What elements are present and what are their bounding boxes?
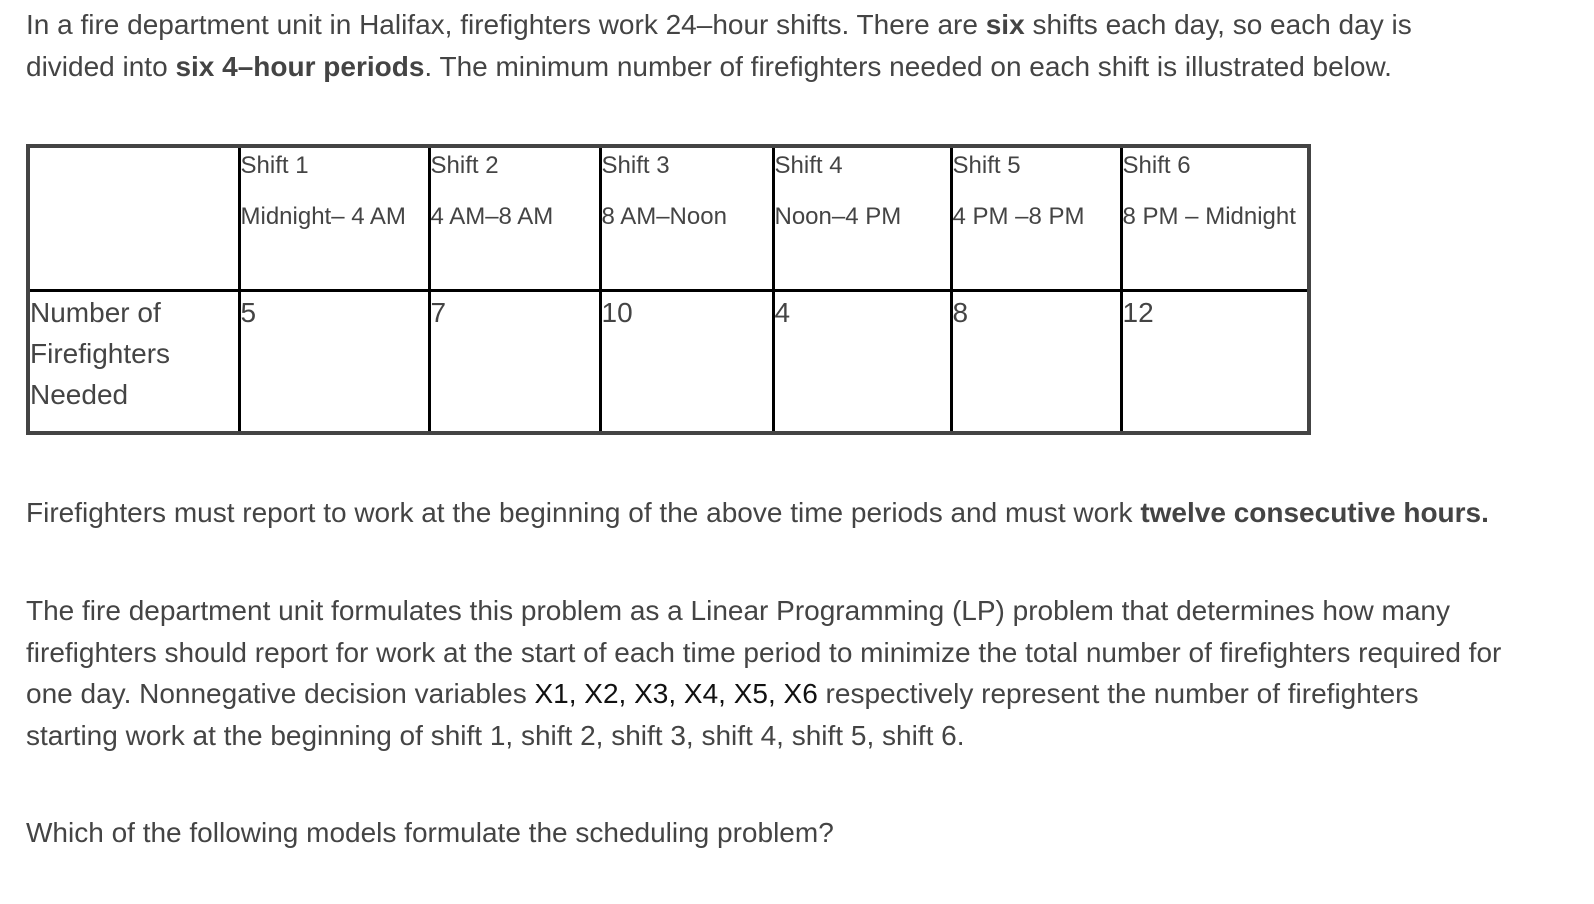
- shift-name: Shift 3: [601, 152, 670, 179]
- firefighters-needed-cell: 4: [773, 290, 951, 431]
- intro-bold-six: six: [985, 9, 1025, 40]
- shift-table: [30, 148, 1307, 431]
- shift-header-cell: [239, 148, 429, 290]
- intro-text-3: . The minimum number of firefighters needed on each shift is illustrated below.: [424, 50, 1392, 82]
- decision-variables: X1, X2, X3, X4, X5, X6: [534, 678, 818, 709]
- formulation-text-2: respectively represent the number of firefighters starting work at the beginning of shift 1, shift 2, shift 3, shift 4, shift 5, shift 6.: [26, 678, 1419, 751]
- shift-time: Midnight– 4 AM: [240, 203, 406, 230]
- shift-time: 4 AM–8 AM: [430, 203, 554, 230]
- shift-time: 8 AM–Noon: [601, 203, 727, 230]
- row-label-firefighters-needed: Number of Firefighters Needed: [30, 290, 239, 431]
- shift-time: Noon–4 PM: [774, 203, 902, 230]
- formulation-text-1: The fire department unit formulates this problem as a Linear Programming (LP) problem that determines how many firefighters should report for work at the start of each time period to minimize the total number of firefighters required for one day. Nonnegative decision variables: [26, 595, 1502, 709]
- intro-paragraph: [26, 4, 1506, 87]
- question-text: Which of the following models formulate the scheduling problem?: [26, 817, 834, 848]
- report-paragraph: [26, 492, 1506, 534]
- shift-header-cell: [1121, 148, 1307, 290]
- intro-text-2: shifts each day, so each day is divided into: [26, 9, 1412, 82]
- firefighters-needed-cell: 8: [951, 290, 1121, 431]
- intro-text-1: In a fire department unit in Halifax, firefighters work 24–hour shifts. There are: [26, 9, 986, 40]
- shift-name: Shift 4: [774, 152, 843, 179]
- report-bold-twelve-hours: twelve consecutive hours.: [1140, 497, 1489, 528]
- shift-header-cell: [951, 148, 1121, 290]
- report-text: Firefighters must report to work at the beginning of the above time periods and must work: [26, 497, 1141, 528]
- intro-bold-periods: six 4–hour periods: [175, 50, 425, 82]
- shift-header-cell: [600, 148, 773, 290]
- shift-time: 8 PM – Midnight: [1122, 203, 1296, 230]
- table-row: [30, 290, 1307, 431]
- shift-name: Shift 1: [240, 152, 309, 179]
- shift-table-frame: [26, 144, 1311, 435]
- firefighters-needed-cell: 5: [239, 290, 429, 431]
- table-corner-cell: [30, 148, 239, 290]
- shift-name: Shift 2: [430, 152, 499, 179]
- shift-name: Shift 5: [952, 152, 1021, 179]
- firefighters-needed-cell: 12: [1121, 290, 1307, 431]
- firefighters-needed-cell: 7: [429, 290, 600, 431]
- shift-header-cell: [429, 148, 600, 290]
- formulation-paragraph: [26, 590, 1506, 756]
- shift-name: Shift 6: [1122, 152, 1191, 179]
- shift-time: 4 PM –8 PM: [952, 203, 1085, 230]
- firefighters-needed-cell: 10: [600, 290, 773, 431]
- table-header-row: [30, 148, 1307, 290]
- shift-header-cell: [773, 148, 951, 290]
